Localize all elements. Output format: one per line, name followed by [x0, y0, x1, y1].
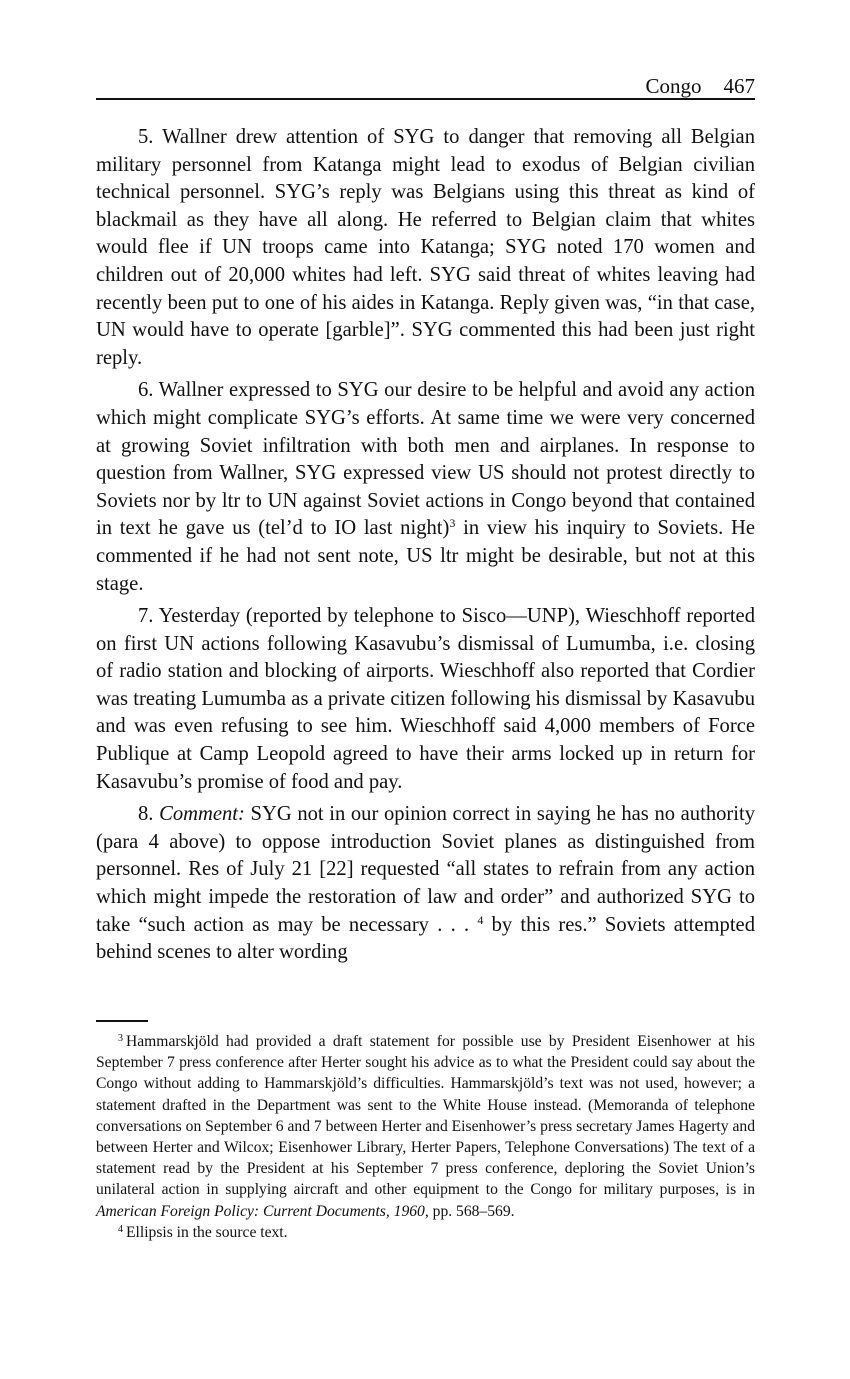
paragraph-6-text-a: 6. Wallner expressed to SYG our desire to be helpful and avoid any action which might complicate SYG’s efforts. At same time we were very concerned at growing Soviet infiltration with both men and airplanes. In response to question from Wallner, SYG expressed view US should not protest directly to Soviets nor by ltr to UN against Soviet actions in Congo beyond that contained in text he gave us (tel’d to IO last night): [96, 379, 755, 540]
paragraph-6-text-b: in view his inquiry to Soviets. He commented if he had not sent note, US ltr might be desirable, but not at this stage.: [96, 517, 755, 595]
paragraph-7: 7. Yesterday (reported by telephone to Sisco—UNP), Wieschhoff reported on first UN actions following Kasavubu’s dismissal of Lumumba, i.e. closing of radio station and blocking of airports. Wieschhoff also reported that Cordier was treating Lumumba as a private citizen following his dismissal by Kasavubu and was even refusing to see him. Wieschhoff said 4,000 members of Force Publique at Camp Leopold agreed to have their arms locked up in return for Kasavubu’s promise of food and pay.: [96, 605, 755, 793]
footnotes: [96, 1031, 755, 1243]
page-number: 467: [723, 74, 755, 98]
footnote-4-text: Ellipsis in the source text.: [126, 1223, 288, 1241]
paragraph-8: [96, 801, 755, 967]
footnote-ref-4: 4: [477, 912, 484, 927]
footnote-3-text-b: pp. 568–569.: [428, 1202, 515, 1220]
paragraph-8-label: Comment:: [159, 803, 245, 826]
footnote-4: [96, 1222, 755, 1243]
paragraph-6: [96, 377, 755, 598]
footnote-rule: [96, 1020, 148, 1022]
footnote-4-mark: 4: [118, 1223, 123, 1235]
paragraph-8-text-b: by this res.” Soviets attempted behind scenes to alter wording: [96, 913, 755, 964]
footnote-3-title: American Foreign Policy: Current Documents, 1960,: [96, 1202, 429, 1220]
paragraph-5: 5. Wallner drew attention of SYG to danger that removing all Belgian military personnel from Katanga might lead to exodus of Belgian civilian technical personnel. SYG’s reply was Belgians using this threat as kind of blackmail as they have all along. He referred to Belgian claim that whites would flee if UN troops came into Katanga; SYG noted 170 women and children out of 20,000 whites had left. SYG said threat of whites leaving had recently been put to one of his aides in Katanga. Reply given was, “in that case, UN would have to operate [garble]”. SYG commented this had been just right reply.: [96, 126, 755, 369]
footnote-3: [96, 1031, 755, 1222]
footnote-3-text-a: Hammarskjöld had provided a draft statement for possible use by President Eisenhower at his September 7 press conference after Herter sought his advice as to what the President could say about the Congo without adding to Hammarskjöld’s difficulties. Hammarskjöld’s text was not used, however; a statement drafted in the Department was sent to the White House instead. (Memoranda of telephone conversations on September 6 and 7 between Herter and Eisenhower’s press secretary James Hagerty and between Herter and Wilcox; Eisenhower Library, Herter Papers, Telephone Conversations) The text of a statement read by the President at his September 7 press conference, deploring the Soviet Union’s unilateral action in supplying aircraft and other equipment to the Congo for military purposes, is in: [96, 1033, 755, 1199]
running-head: [96, 74, 755, 100]
footnote-3-mark: 3: [118, 1033, 123, 1044]
footnote-ref-3: 3: [449, 516, 456, 531]
paragraph-8-text-a: SYG not in our opinion correct in saying he has no authority (para 4 above) to oppose introduction Soviet planes as distinguished from personnel. Res of July 21 [22] requested “all states to refrain from any action which might impede the restoration of law and order” and authorized SYG to take “such action as may be necessary . . .: [96, 803, 756, 936]
running-head-title: Congo: [645, 74, 702, 98]
body-text: [96, 124, 755, 967]
paragraph-8-number: 8.: [138, 803, 160, 826]
